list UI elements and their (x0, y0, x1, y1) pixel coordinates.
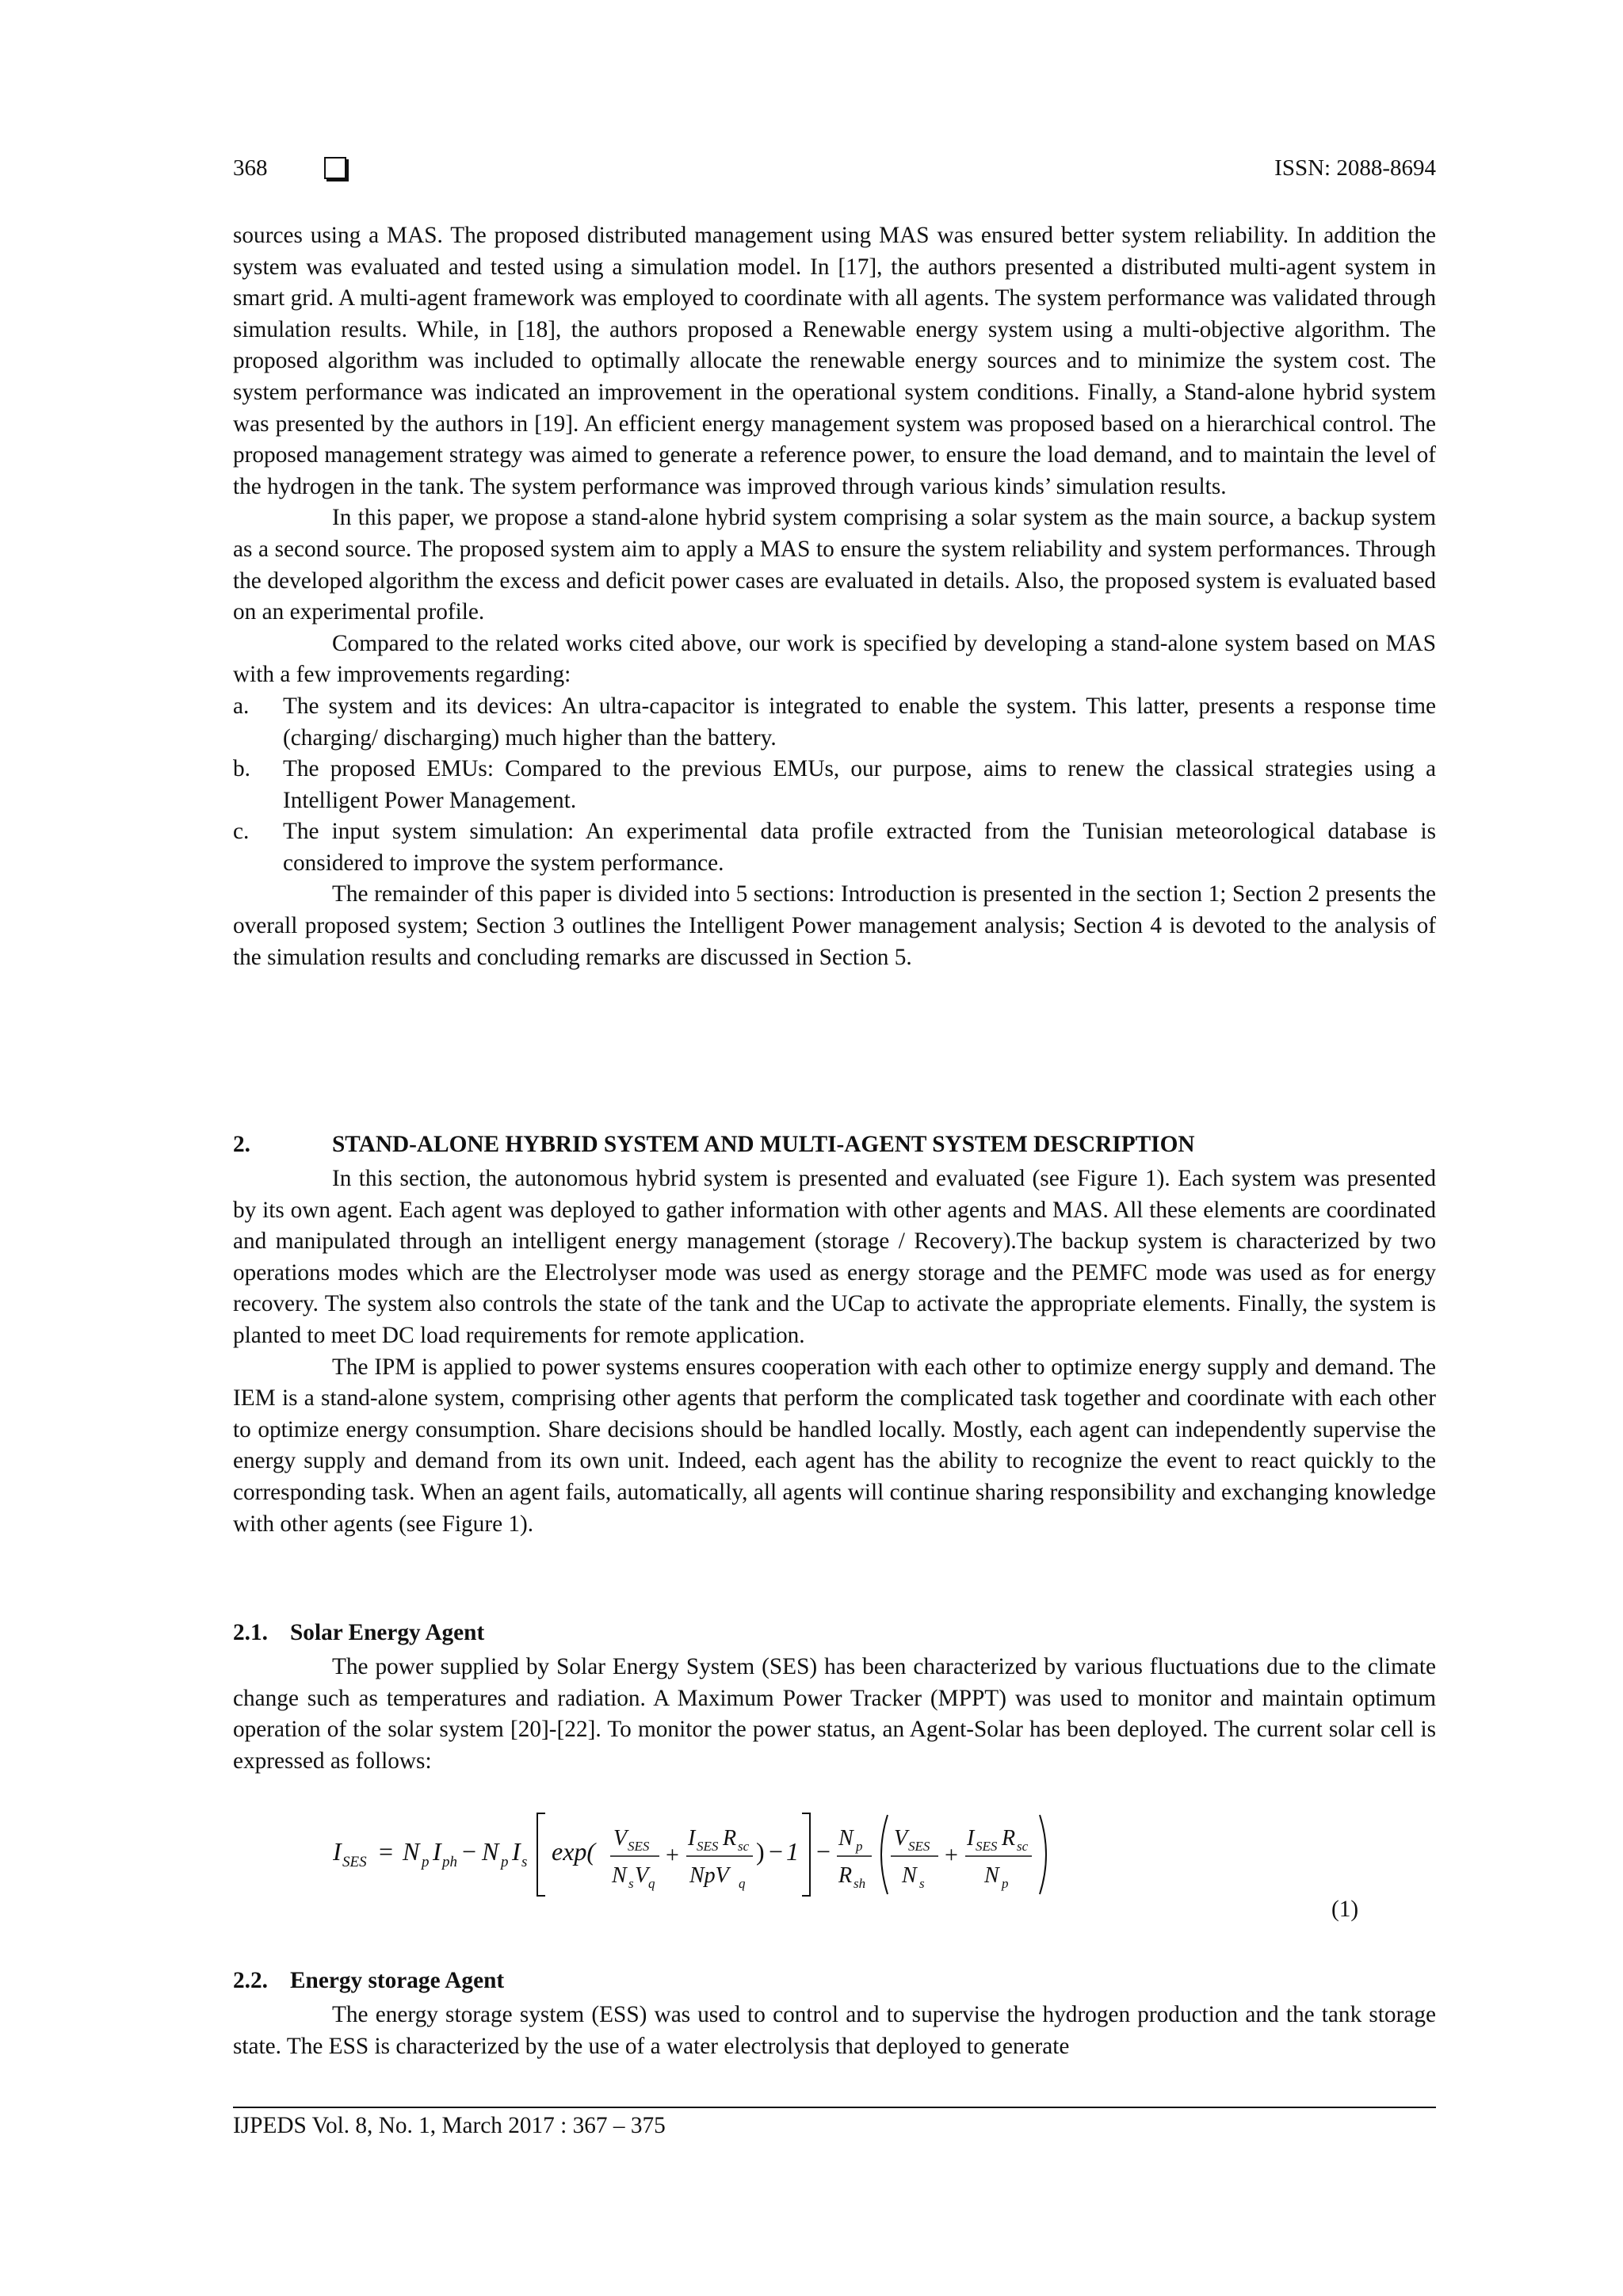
section-2-1-paragraph-1: The power supplied by Solar Energy System (SES) has been characterized by various fluctuations due to the climate change such as temperatures and radiation. A Maximum Power Tracker (MPPT) was used to monitor and maintain optimum operation of the solar system [20]-[22]. To monitor the power status, an Agent-Solar has been deployed. The current solar cell is expressed as follows: (233, 1654, 1436, 1774)
svg-text:N: N (902, 1863, 917, 1888)
svg-text:+: + (945, 1842, 958, 1868)
intro-paragraph-1: sources using a MAS. The proposed distributed management using MAS was ensured better system reliability. In addition the system was evaluated and tested using a simulation model. In [17], the authors presented a distributed multi-agent system in smart grid. A multi-agent framework was employed to coordinate with all agents. The system performance was validated through simulation results. While, in [18], the authors proposed a Renewable energy system using a multi-objective algorithm. The proposed algorithm was included to optimally allocate the renewable energy sources and to minimize the system cost. The system performance was indicated an improvement in the operational system conditions. Finally, a Stand-alone hybrid system was presented by the authors in [19]. An efficient energy management system was proposed based on a hierarchical control. The proposed management strategy was aimed to generate a reference power, to ensure the load demand, and to maintain the level of the hydrogen in the tank. The system performance was improved through various kinds’ simulation results. (233, 223, 1436, 499)
svg-text:sh: sh (854, 1876, 866, 1891)
list-item-text: The proposed EMUs: Compared to the previous EMUs, our purpose, aims to renew the classical strategies using a Intelligent Power Management. (283, 756, 1436, 813)
list-marker: c. (233, 819, 250, 845)
svg-text:q: q (739, 1876, 746, 1891)
list-item-text: The system and its devices: An ultra-capacitor is integrated to enable the system. This latter, presents a response time (charging/ discharging) much higher than the battery. (283, 693, 1436, 751)
section-2-2-paragraph-1: The energy storage system (ESS) was used to control and to supervise the hydrogen production and the tank storage state. The ESS is characterized by the use of a water electrolysis that deployed to generate (233, 2002, 1436, 2059)
list-item (233, 754, 1436, 816)
page-header (233, 155, 1436, 189)
svg-text:+: + (666, 1842, 679, 1868)
section-2-2-text (233, 2000, 1436, 2062)
svg-text:s: s (521, 1854, 528, 1870)
svg-text:sc: sc (1017, 1839, 1029, 1854)
svg-text:s: s (919, 1876, 925, 1891)
svg-text:p: p (1002, 1876, 1009, 1891)
section-number: 2. (233, 1132, 250, 1157)
svg-text:N: N (838, 1826, 854, 1851)
svg-text:N: N (482, 1837, 499, 1866)
svg-text:SES: SES (976, 1839, 998, 1854)
svg-text:ph: ph (442, 1854, 457, 1870)
intro-text (233, 220, 1436, 973)
svg-text:R: R (723, 1826, 737, 1851)
svg-text:p: p (501, 1854, 509, 1870)
section-2-1-text (233, 1652, 1436, 1777)
checkbox-icon (324, 157, 346, 179)
svg-text:SES: SES (628, 1839, 650, 1854)
equation-1 (333, 1807, 1125, 1902)
svg-text:V: V (894, 1826, 908, 1851)
list-marker: a. (233, 693, 250, 719)
section-title: Solar Energy Agent (290, 1620, 485, 1645)
section-number: 2.1. (233, 1620, 268, 1645)
svg-text:I: I (433, 1837, 441, 1866)
svg-text:1: 1 (786, 1837, 799, 1866)
svg-text:I: I (967, 1826, 975, 1851)
svg-text:I: I (688, 1826, 696, 1851)
svg-text:SES: SES (697, 1839, 719, 1854)
section-title: Energy storage Agent (290, 1968, 505, 1993)
svg-text:I: I (333, 1837, 342, 1866)
svg-text:exp(: exp( (552, 1837, 596, 1866)
svg-text:N: N (403, 1837, 420, 1866)
intro-paragraph-3: Compared to the related works cited above, our work is specified by developing a stand-alone system based on MAS with a few improvements regarding: (233, 630, 1436, 688)
svg-text:sc: sc (738, 1839, 750, 1854)
section-2-text (233, 1163, 1436, 1540)
svg-text:V: V (613, 1826, 628, 1851)
svg-text:NpV: NpV (689, 1863, 729, 1888)
section-2-2-heading (233, 1968, 504, 1994)
page-number: 368 (233, 155, 268, 181)
list-item (233, 691, 1436, 754)
section-2-paragraph-2: The IPM is applied to power systems ensures cooperation with each other to optimize energy supply and demand. The IEM is a stand-alone system, comprising other agents that perform the complicated task together and coordinate with each other to optimize energy consumption. Share decisions should be handled locally. Mostly, each agent can independently supervise the energy supply and demand from its own unit. Indeed, each agent has the ability to recognize the event to react quickly to the corresponding task. When an agent fails, automatically, all agents will continue sharing responsibility and exchanging knowledge with other agents (see Figure 1). (233, 1354, 1436, 1537)
svg-text:s: s (628, 1876, 634, 1891)
svg-text:): ) (756, 1837, 765, 1866)
intro-paragraph-4: The remainder of this paper is divided into 5 sections: Introduction is presented in the section 1; Section 2 presents the overall proposed system; Section 3 outlines the Intelligent Power management analysis; Section 4 is devoted to the analysis of the simulation results and concluding remarks are discussed in Section 5. (233, 881, 1436, 970)
section-number: 2.2. (233, 1968, 268, 1993)
svg-text:V: V (635, 1863, 649, 1888)
issn-label: ISSN: 2088-8694 (1274, 155, 1436, 181)
list-marker: b. (233, 756, 250, 782)
intro-paragraph-2: In this paper, we propose a stand-alone hybrid system comprising a solar system as the main source, a backup system as a second source. The proposed system aim to apply a MAS to ensure the system reliability and system performances. Through the developed algorithm the excess and deficit power cases are evaluated in details. Also, the proposed system is evaluated based on an experimental profile. (233, 505, 1436, 625)
svg-text:I: I (512, 1837, 521, 1866)
svg-text:SES: SES (342, 1854, 367, 1870)
section-2-1-heading (233, 1620, 484, 1646)
svg-text:q: q (648, 1876, 655, 1891)
section-2-paragraph-1: In this section, the autonomous hybrid system is presented and evaluated (see Figure 1). Each system was presented by its own agent. Each agent was deployed to gather information with other agents and MAS. All these elements are coordinated and manipulated through an intelligent energy management (storage / Recovery).The backup system is characterized by two operations modes which are the Electrolyser mode was used as energy storage and the PEMFC mode was used as for energy recovery. The system also controls the state of the tank and the UCap to activate the appropriate elements. Finally, the system is planted to meet DC load requirements for remote application. (233, 1166, 1436, 1348)
svg-text:SES: SES (908, 1839, 930, 1854)
section-2-heading (233, 1132, 1195, 1158)
equation-number: (1) (1331, 1897, 1359, 1922)
list-item-text: The input system simulation: An experimental data profile extracted from the Tunisian meteorological database is considered to improve the system performance. (283, 819, 1436, 876)
svg-text:N: N (984, 1863, 999, 1888)
svg-text:N: N (612, 1863, 627, 1888)
svg-text:p: p (422, 1854, 430, 1870)
footer-rule (233, 2107, 1436, 2108)
svg-text:R: R (838, 1863, 853, 1888)
svg-text:R: R (1002, 1826, 1016, 1851)
svg-text:−: − (816, 1837, 831, 1866)
svg-text:−: − (769, 1837, 784, 1866)
svg-text:=: = (379, 1837, 394, 1866)
section-title: STAND-ALONE HYBRID SYSTEM AND MULTI-AGENT SYSTEM DESCRIPTION (332, 1132, 1195, 1157)
list-item (233, 816, 1436, 879)
footer-citation: IJPEDS Vol. 8, No. 1, March 2017 : 367 – 375 (233, 2113, 666, 2138)
svg-text:p: p (856, 1839, 863, 1854)
svg-text:−: − (462, 1837, 477, 1866)
